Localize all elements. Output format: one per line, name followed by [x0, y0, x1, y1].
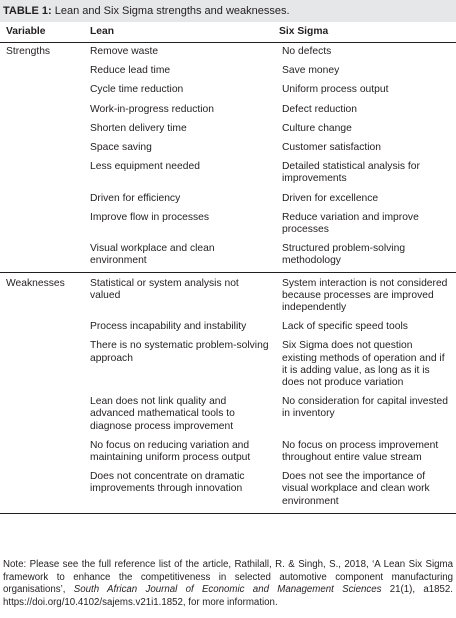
note-journal: South African Journal of Economic and Management Sciences [73, 584, 382, 596]
table-bottom-rule [0, 513, 456, 514]
table-row [0, 101, 456, 120]
lean-cell: There is no systematic problem-solving approach [90, 340, 269, 364]
table-caption [0, 0, 456, 22]
six-sigma-cell: System interaction is not considered because processes are improved independently [273, 272, 456, 318]
table-row [0, 43, 456, 63]
table-row [0, 120, 456, 139]
comparison-table [0, 22, 456, 512]
variable-cell [0, 318, 84, 337]
lean-cell: Improve flow in processes [90, 211, 210, 223]
variable-cell [0, 139, 84, 158]
table-row [0, 393, 456, 437]
variable-cell: Strengths [6, 46, 51, 57]
six-sigma-cell: Structured problem-solving methodology [282, 243, 406, 267]
variable-cell [0, 240, 84, 272]
lean-cell: Less equipment needed [90, 161, 200, 173]
table-row [0, 318, 456, 337]
variable-cell [0, 62, 84, 81]
six-sigma-cell: Six Sigma does not question existing methods of operation and if it is adding value, as long as it is does not produce variation [282, 340, 445, 389]
variable-cell: Weaknesses [0, 272, 84, 318]
caption-text: Lean and Six Sigma strengths and weaknesses. [51, 5, 290, 17]
lean-cell: Driven for efficiency [90, 192, 181, 204]
variable-cell [0, 120, 84, 139]
lean-cell: Reduce lead time [90, 65, 171, 77]
six-sigma-cell: Lack of specific speed tools [282, 321, 408, 333]
variable-cell [0, 337, 84, 393]
variable-cell [0, 158, 84, 189]
variable-cell [0, 190, 84, 209]
variable-cell [0, 437, 84, 468]
table-row [0, 81, 456, 100]
table-row [0, 158, 456, 189]
six-sigma-cell: No consideration for capital invested in inventory [282, 396, 448, 420]
variable-cell [0, 209, 84, 240]
table-note [3, 559, 453, 609]
header-row [0, 22, 456, 43]
lean-cell: Work-in-progress reduction [90, 103, 214, 115]
lean-cell: Cycle time reduction [90, 84, 184, 96]
six-sigma-cell: Culture change [282, 122, 352, 134]
lean-cell: Space saving [90, 142, 152, 154]
six-sigma-cell: Reduce variation and improve processes [282, 211, 419, 236]
table-row [0, 240, 456, 272]
header-lean: Lean [84, 22, 273, 43]
six-sigma-cell: Save money [282, 65, 340, 77]
six-sigma-cell: Driven for excellence [282, 192, 379, 204]
lean-cell: Remove waste [90, 46, 159, 57]
lean-cell: Statistical or system analysis not valued [84, 272, 273, 318]
six-sigma-cell: Defect reduction [282, 103, 357, 115]
table-body [0, 43, 456, 512]
table-row [0, 190, 456, 209]
six-sigma-cell: Detailed statistical analysis for improvements [282, 161, 420, 185]
six-sigma-cell: Customer satisfaction [282, 142, 382, 154]
lean-cell: Lean does not link quality and advanced mathematical tools to diagnose process improvement [90, 396, 235, 432]
table-row [0, 337, 456, 393]
note-text-end: 21(1), a1852. https://doi.org/10.4102/sajems.v21i1.1852, for more information. [3, 584, 453, 608]
note-text: Note: Please see the full reference list of the article, Rathilall, R. & Singh, S., 2018, ‘A Lean Six Sigma framework to enhance the competitiveness in selected automotive component manufacturing organisations’, [3, 559, 453, 596]
six-sigma-cell: No focus on process improvement throughout entire value stream [282, 439, 439, 464]
table-row [0, 139, 456, 158]
table-row [0, 62, 456, 81]
variable-cell [0, 101, 84, 120]
header-six-sigma: Six Sigma [273, 22, 456, 43]
six-sigma-cell: No defects [282, 46, 332, 57]
variable-cell [0, 81, 84, 100]
six-sigma-cell: Uniform process output [282, 84, 389, 96]
caption-label: TABLE 1: [3, 5, 52, 17]
table-row [0, 468, 456, 512]
table-row [0, 209, 456, 240]
table-row [0, 272, 456, 318]
lean-cell: Shorten delivery time [90, 122, 187, 134]
lean-cell: Visual workplace and clean environment [90, 243, 215, 267]
lean-cell: Does not concentrate on dramatic improvements through innovation [90, 471, 245, 495]
table-row [0, 437, 456, 468]
lean-cell: No focus on reducing variation and maintaining uniform process output [90, 439, 251, 464]
lean-cell: Process incapability and instability [90, 321, 247, 333]
variable-cell [0, 393, 84, 437]
six-sigma-cell: Does not see the importance of visual workplace and clean work environment [282, 471, 430, 507]
header-variable: Variable [0, 22, 84, 43]
variable-cell [0, 468, 84, 512]
